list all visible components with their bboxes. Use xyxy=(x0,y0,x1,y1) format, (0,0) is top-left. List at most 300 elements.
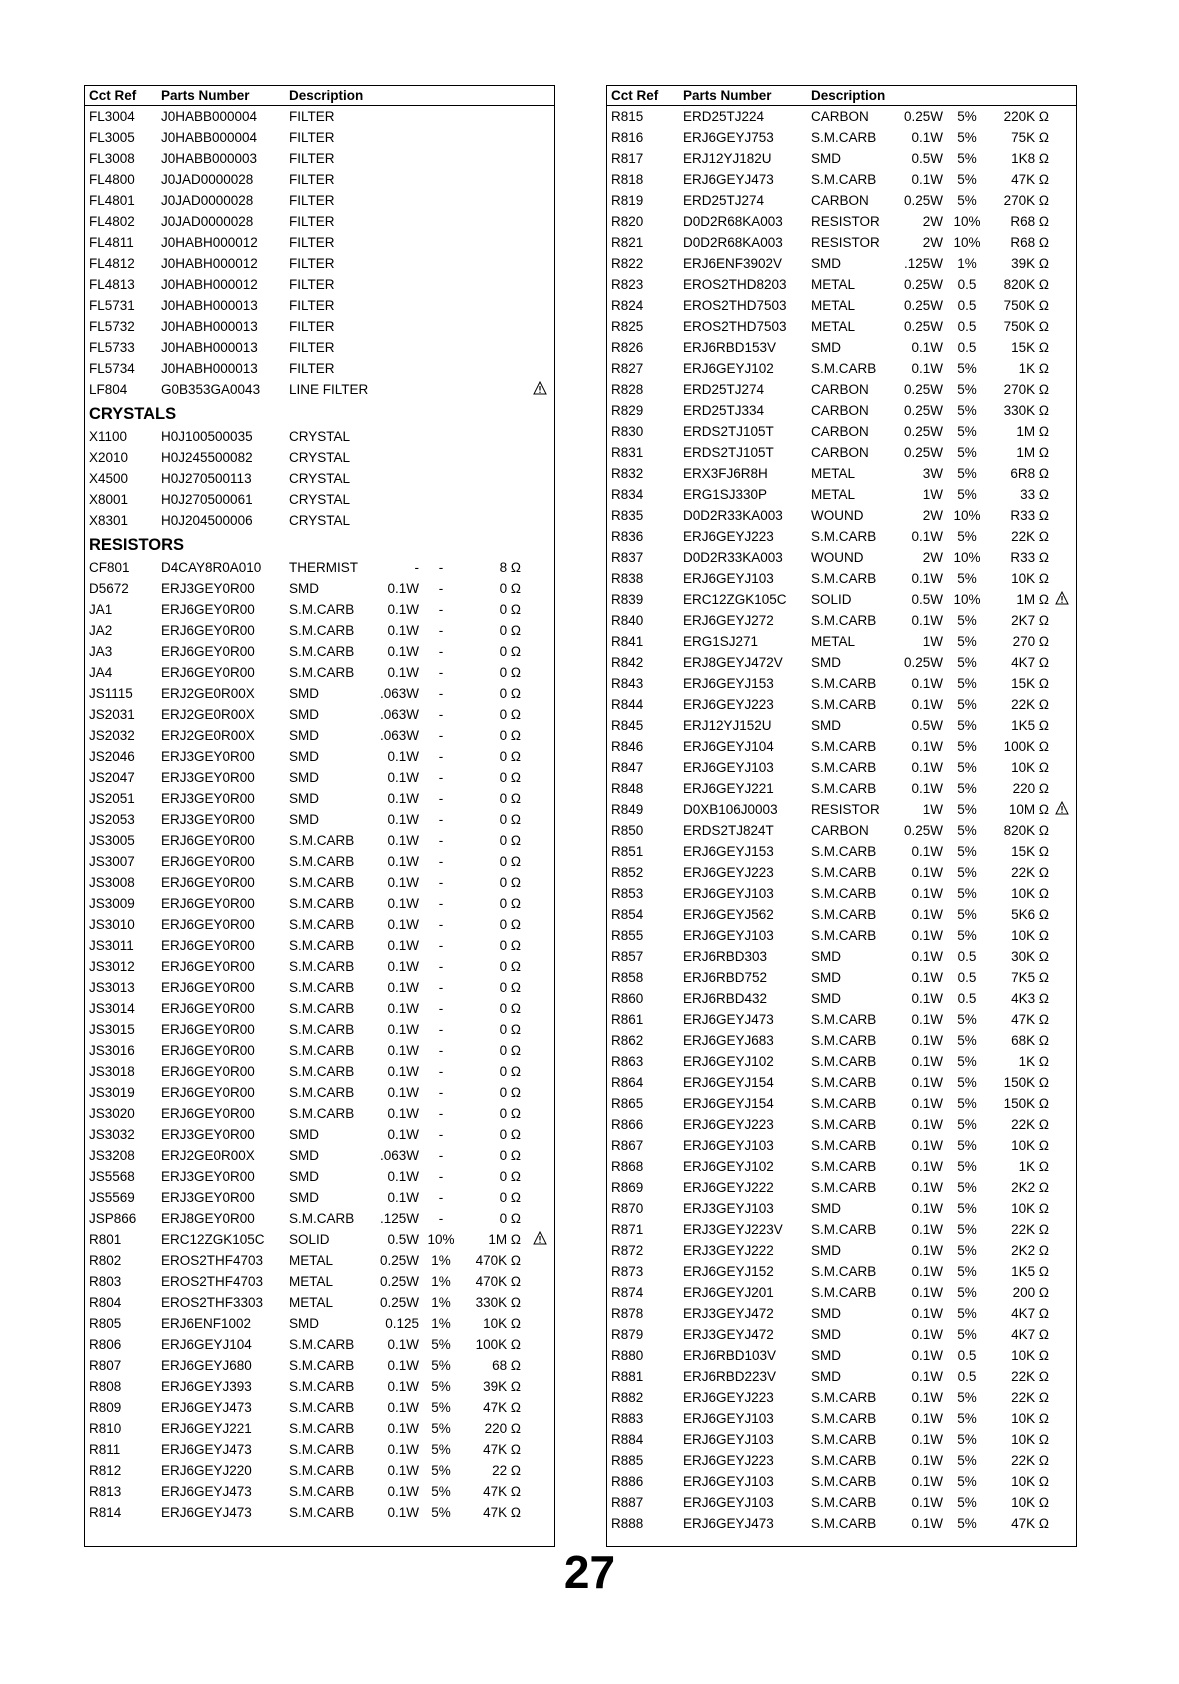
cell-tolerance: 5% xyxy=(957,718,977,733)
cell-description: S.M.CARB xyxy=(811,613,877,628)
cell-tolerance: 0.5 xyxy=(957,340,977,355)
cell-description: S.M.CARB xyxy=(811,1264,877,1279)
cell-cct-ref: R831 xyxy=(611,445,644,460)
cell-cct-ref: R872 xyxy=(611,1243,644,1258)
cell-description: S.M.CARB xyxy=(289,1463,355,1478)
table-row xyxy=(607,232,1076,253)
cell-value: R68 Ω xyxy=(1010,235,1049,250)
cell-description: S.M.CARB xyxy=(811,1516,877,1531)
table-row xyxy=(85,190,554,211)
cell-value: 0 Ω xyxy=(499,581,521,596)
cell-tolerance: - xyxy=(438,833,444,848)
cell-tolerance: 5% xyxy=(957,907,977,922)
table-row xyxy=(607,1009,1076,1030)
cell-description: S.M.CARB xyxy=(811,1180,877,1195)
cell-cct-ref: JS2053 xyxy=(89,812,135,827)
cell-parts-number: D0D2R33KA003 xyxy=(683,508,783,523)
table-row xyxy=(607,1366,1076,1387)
cell-wattage: 0.1W xyxy=(911,676,943,691)
cell-cct-ref: R825 xyxy=(611,319,644,334)
cell-cct-ref: R815 xyxy=(611,109,644,124)
cell-tolerance: 1% xyxy=(431,1274,451,1289)
cell-wattage: 0.1W xyxy=(387,1190,419,1205)
cell-value: 4K3 Ω xyxy=(1011,991,1049,1006)
cell-description: SMD xyxy=(289,1127,319,1142)
cell-cct-ref: JA3 xyxy=(89,644,113,659)
cell-value: 0 Ω xyxy=(499,875,521,890)
cell-wattage: 1W xyxy=(922,802,943,817)
table-row xyxy=(85,1250,554,1271)
cell-parts-number: ERJ6GEYJ473 xyxy=(161,1484,252,1499)
cell-value: 0 Ω xyxy=(499,1085,521,1100)
table-row xyxy=(85,704,554,725)
cell-tolerance: 5% xyxy=(957,487,977,502)
cell-description: S.M.CARB xyxy=(289,1484,355,1499)
cell-value: 39K Ω xyxy=(483,1379,521,1394)
cell-value: 330K Ω xyxy=(475,1295,521,1310)
cell-wattage: .063W xyxy=(379,728,419,743)
cell-cct-ref: R866 xyxy=(611,1117,644,1132)
cell-cct-ref: FL4813 xyxy=(89,277,135,292)
cell-wattage: 0.1W xyxy=(387,812,419,827)
cell-description: LINE FILTER xyxy=(289,382,369,397)
cell-parts-number: ERJ6GEYJ103 xyxy=(683,571,774,586)
table-row xyxy=(85,767,554,788)
cell-parts-number: J0JAD0000028 xyxy=(161,172,254,187)
cell-tolerance: 5% xyxy=(957,1117,977,1132)
cell-wattage: 0.1W xyxy=(387,959,419,974)
cell-wattage: 0.5W xyxy=(911,592,943,607)
cell-parts-number: ERJ6GEY0R00 xyxy=(161,833,255,848)
cell-description: S.M.CARB xyxy=(811,1453,877,1468)
table-row xyxy=(607,547,1076,568)
cell-value: 10K Ω xyxy=(1011,886,1049,901)
cell-value: 220 Ω xyxy=(484,1421,521,1436)
cell-value: 10K Ω xyxy=(1011,571,1049,586)
cell-tolerance: - xyxy=(438,602,444,617)
header-description: Description xyxy=(811,88,886,103)
cell-parts-number: ERJ3GEY0R00 xyxy=(161,1190,255,1205)
cell-wattage: 0.1W xyxy=(387,1400,419,1415)
cell-cct-ref: R880 xyxy=(611,1348,644,1363)
cell-cct-ref: R847 xyxy=(611,760,644,775)
cell-cct-ref: R849 xyxy=(611,802,644,817)
table-row xyxy=(85,1166,554,1187)
cell-parts-number: ERJ6GEYJ223 xyxy=(683,529,774,544)
cell-value: 4K7 Ω xyxy=(1011,655,1049,670)
cell-parts-number: ERJ6GEYJ103 xyxy=(683,1138,774,1153)
cell-cct-ref: JA4 xyxy=(89,665,113,680)
cell-parts-number: ERJ6GEYJ103 xyxy=(683,1474,774,1489)
cell-parts-number: D0D2R33KA003 xyxy=(683,550,783,565)
cell-value: 0 Ω xyxy=(499,1064,521,1079)
cell-cct-ref: JS3018 xyxy=(89,1064,135,1079)
cell-description: SMD xyxy=(289,812,319,827)
cell-value: 1K5 Ω xyxy=(1011,1264,1049,1279)
cell-wattage: 0.1W xyxy=(387,1442,419,1457)
cell-value: 0 Ω xyxy=(499,644,521,659)
cell-tolerance: - xyxy=(438,686,444,701)
cell-wattage: - xyxy=(414,560,419,575)
cell-parts-number: D0D2R68KA003 xyxy=(683,235,783,250)
cell-parts-number: ERJ6GEY0R00 xyxy=(161,665,255,680)
table-row xyxy=(607,1450,1076,1471)
cell-wattage: 0.1W xyxy=(911,1243,943,1258)
cell-wattage: 0.1W xyxy=(911,1138,943,1153)
cell-parts-number: ERJ6GEY0R00 xyxy=(161,1001,255,1016)
cell-tolerance: 10% xyxy=(953,235,981,250)
cell-value: 10M Ω xyxy=(1008,802,1049,817)
cell-parts-number: H0J100500035 xyxy=(161,429,253,444)
table-row xyxy=(607,589,1076,610)
table-row xyxy=(607,1471,1076,1492)
cell-wattage: 0.1W xyxy=(911,613,943,628)
cell-parts-number: ERJ3GEY0R00 xyxy=(161,1127,255,1142)
cell-tolerance: - xyxy=(438,959,444,974)
cell-tolerance: 5% xyxy=(957,1264,977,1279)
cell-value: 330K Ω xyxy=(1003,403,1049,418)
table-row xyxy=(607,1093,1076,1114)
cell-description: METAL xyxy=(289,1295,334,1310)
cell-description: FILTER xyxy=(289,319,335,334)
table-row xyxy=(85,253,554,274)
table-row xyxy=(607,421,1076,442)
cell-value: 0 Ω xyxy=(499,728,521,743)
cell-wattage: 0.1W xyxy=(911,571,943,586)
cell-tolerance: 5% xyxy=(957,1453,977,1468)
cell-parts-number: ERJ6GEY0R00 xyxy=(161,602,255,617)
cell-wattage: 0.1W xyxy=(911,907,943,922)
cell-cct-ref: R842 xyxy=(611,655,644,670)
cell-description: SMD xyxy=(289,686,319,701)
cell-cct-ref: R832 xyxy=(611,466,644,481)
table-row xyxy=(85,998,554,1019)
cell-wattage: 0.1W xyxy=(387,1169,419,1184)
table-row xyxy=(607,148,1076,169)
cell-tolerance: 5% xyxy=(957,1138,977,1153)
cell-value: 0 Ω xyxy=(499,1127,521,1142)
cell-description: S.M.CARB xyxy=(289,833,355,848)
table-row xyxy=(85,830,554,851)
cell-parts-number: ERJ6GEYJ223 xyxy=(683,1390,774,1405)
cell-cct-ref: R869 xyxy=(611,1180,644,1195)
cell-parts-number: D0D2R68KA003 xyxy=(683,214,783,229)
cell-parts-number: ERJ2GE0R00X xyxy=(161,728,255,743)
cell-description: SMD xyxy=(289,1169,319,1184)
cell-parts-number: ERD25TJ334 xyxy=(683,403,765,418)
cell-description: S.M.CARB xyxy=(289,644,355,659)
cell-cct-ref: R801 xyxy=(89,1232,122,1247)
cell-parts-number: ERJ6GEY0R00 xyxy=(161,896,255,911)
cell-description: SMD xyxy=(811,1369,841,1384)
cell-description: CRYSTAL xyxy=(289,492,351,507)
cell-parts-number: EROS2THD8203 xyxy=(683,277,787,292)
cell-value: 7K5 Ω xyxy=(1011,970,1049,985)
cell-description: WOUND xyxy=(811,508,864,523)
cell-tolerance: 5% xyxy=(957,655,977,670)
cell-tolerance: 5% xyxy=(957,1033,977,1048)
cell-parts-number: ERG1SJ271 xyxy=(683,634,759,649)
cell-cct-ref: JS3020 xyxy=(89,1106,135,1121)
cell-parts-number: ERJ6GEYJ220 xyxy=(161,1463,252,1478)
cell-parts-number: ERJ6GEYJ680 xyxy=(161,1358,252,1373)
cell-cct-ref: JA2 xyxy=(89,623,113,638)
cell-parts-number: ERJ6GEYJ154 xyxy=(683,1096,774,1111)
cell-description: S.M.CARB xyxy=(811,1222,877,1237)
cell-parts-number: ERJ6RBD153V xyxy=(683,340,777,355)
cell-parts-number: ERJ3GEYJ472 xyxy=(683,1327,774,1342)
cell-value: 10K Ω xyxy=(1011,1201,1049,1216)
cell-cct-ref: R810 xyxy=(89,1421,122,1436)
cell-parts-number: ERJ6RBD223V xyxy=(683,1369,777,1384)
cell-parts-number: ERJ6GEY0R00 xyxy=(161,1106,255,1121)
cell-description: S.M.CARB xyxy=(289,1358,355,1373)
cell-description: SMD xyxy=(811,151,841,166)
cell-value: 0 Ω xyxy=(499,602,521,617)
cell-tolerance: 5% xyxy=(957,781,977,796)
cell-wattage: 0.5W xyxy=(911,718,943,733)
cell-cct-ref: R809 xyxy=(89,1400,122,1415)
cell-value: 2K2 Ω xyxy=(1011,1180,1049,1195)
cell-cct-ref: R871 xyxy=(611,1222,644,1237)
cell-description: S.M.CARB xyxy=(289,623,355,638)
cell-cct-ref: R870 xyxy=(611,1201,644,1216)
table-row xyxy=(85,1103,554,1124)
cell-description: S.M.CARB xyxy=(289,959,355,974)
cell-value: 270K Ω xyxy=(1003,382,1049,397)
table-row xyxy=(85,935,554,956)
cell-tolerance: 0.5 xyxy=(957,949,977,964)
table-row xyxy=(607,1303,1076,1324)
cell-value: 270K Ω xyxy=(1003,193,1049,208)
table-row xyxy=(85,1292,554,1313)
table-row xyxy=(85,1502,554,1523)
cell-description: CARBON xyxy=(811,382,869,397)
table-row xyxy=(85,725,554,746)
cell-parts-number: ERJ6GEYJ104 xyxy=(683,739,774,754)
cell-wattage: 0.1W xyxy=(387,1379,419,1394)
table-row xyxy=(607,169,1076,190)
table-row xyxy=(607,820,1076,841)
cell-tolerance: - xyxy=(438,980,444,995)
cell-tolerance: - xyxy=(438,1148,444,1163)
cell-parts-number: ERJ8GEY0R00 xyxy=(161,1211,255,1226)
cell-parts-number: ERD25TJ224 xyxy=(683,109,765,124)
cell-cct-ref: FL5733 xyxy=(89,340,135,355)
cell-parts-number: ERJ6GEY0R00 xyxy=(161,917,255,932)
cell-description: SMD xyxy=(811,256,841,271)
cell-cct-ref: R841 xyxy=(611,634,644,649)
cell-parts-number: ERJ6RBD103V xyxy=(683,1348,777,1363)
cell-cct-ref: JS3010 xyxy=(89,917,135,932)
table-row xyxy=(607,1513,1076,1534)
table-row xyxy=(607,757,1076,778)
table-row xyxy=(85,1460,554,1481)
cell-description: S.M.CARB xyxy=(811,529,877,544)
cell-parts-number: ERJ3GEYJ222 xyxy=(683,1243,774,1258)
cell-wattage: 0.1W xyxy=(911,1180,943,1195)
cell-description: FILTER xyxy=(289,298,335,313)
cell-wattage: 0.1W xyxy=(911,1327,943,1342)
cell-description: SMD xyxy=(289,728,319,743)
cell-cct-ref: R885 xyxy=(611,1453,644,1468)
cell-tolerance: - xyxy=(438,581,444,596)
cell-description: S.M.CARB xyxy=(289,938,355,953)
cell-tolerance: 5% xyxy=(957,172,977,187)
cell-parts-number: ERJ6GEY0R00 xyxy=(161,980,255,995)
cell-value: 1K Ω xyxy=(1018,1159,1049,1174)
cell-description: SMD xyxy=(811,1201,841,1216)
cell-wattage: 0.1W xyxy=(911,1075,943,1090)
cell-value: 1M Ω xyxy=(1016,445,1049,460)
table-row xyxy=(607,799,1076,820)
cell-cct-ref: R837 xyxy=(611,550,644,565)
cell-description: S.M.CARB xyxy=(811,739,877,754)
cell-tolerance: 5% xyxy=(957,1201,977,1216)
table-row xyxy=(607,190,1076,211)
table-row xyxy=(85,1334,554,1355)
table-row xyxy=(607,568,1076,589)
cell-wattage: 0.1W xyxy=(911,886,943,901)
cell-value: 0 Ω xyxy=(499,980,521,995)
table-row xyxy=(85,358,554,379)
table-row xyxy=(607,1030,1076,1051)
cell-tolerance: 0.5 xyxy=(957,1348,977,1363)
table-row xyxy=(85,788,554,809)
cell-wattage: 0.25W xyxy=(903,403,943,418)
cell-tolerance: 5% xyxy=(957,445,977,460)
cell-value: 750K Ω xyxy=(1003,319,1049,334)
cell-cct-ref: R802 xyxy=(89,1253,122,1268)
cell-tolerance: 0.5 xyxy=(957,970,977,985)
cell-value: 10K Ω xyxy=(1011,1474,1049,1489)
cell-cct-ref: JS2031 xyxy=(89,707,135,722)
table-row xyxy=(607,526,1076,547)
cell-cct-ref: R839 xyxy=(611,592,644,607)
cell-cct-ref: R826 xyxy=(611,340,644,355)
cell-cct-ref: R886 xyxy=(611,1474,644,1489)
table-row xyxy=(85,337,554,358)
table-row xyxy=(85,578,554,599)
cell-parts-number: ERX3FJ6R8H xyxy=(683,466,768,481)
table-row xyxy=(85,1040,554,1061)
cell-tolerance: 10% xyxy=(953,214,981,229)
cell-description: METAL xyxy=(811,487,856,502)
cell-value: 1K Ω xyxy=(1018,1054,1049,1069)
cell-value: 22K Ω xyxy=(1011,865,1049,880)
cell-parts-number: ERJ6GEYJ683 xyxy=(683,1033,774,1048)
cell-parts-number: ERJ6GEYJ223 xyxy=(683,1453,774,1468)
cell-cct-ref: R836 xyxy=(611,529,644,544)
cell-parts-number: ERJ6ENF1002 xyxy=(161,1316,252,1331)
cell-value: 22K Ω xyxy=(1011,529,1049,544)
table-row xyxy=(85,169,554,190)
cell-wattage: 0.1W xyxy=(911,1096,943,1111)
cell-description: CRYSTAL xyxy=(289,471,351,486)
cell-cct-ref: JSP866 xyxy=(89,1211,137,1226)
cell-wattage: 0.1W xyxy=(911,991,943,1006)
cell-wattage: 0.1W xyxy=(387,791,419,806)
cell-cct-ref: X1100 xyxy=(89,429,128,444)
cell-wattage: 0.1W xyxy=(911,1411,943,1426)
cell-parts-number: ERJ6GEYJ393 xyxy=(161,1379,252,1394)
cell-tolerance: 5% xyxy=(957,1222,977,1237)
cell-parts-number: ERJ6GEYJ223 xyxy=(683,865,774,880)
cell-description: S.M.CARB xyxy=(289,980,355,995)
cell-description: S.M.CARB xyxy=(811,1033,877,1048)
cell-cct-ref: FL4801 xyxy=(89,193,135,208)
cell-cct-ref: R873 xyxy=(611,1264,644,1279)
cell-cct-ref: R818 xyxy=(611,172,644,187)
cell-value: 0 Ω xyxy=(499,1148,521,1163)
cell-wattage: 0.1W xyxy=(387,1085,419,1100)
cell-parts-number: ERJ3GEYJ472 xyxy=(683,1306,774,1321)
cell-cct-ref: JS5569 xyxy=(89,1190,135,1205)
cell-wattage: 0.1W xyxy=(387,1337,419,1352)
table-row xyxy=(607,841,1076,862)
cell-description: SOLID xyxy=(289,1232,330,1247)
cell-parts-number: ERJ6GEY0R00 xyxy=(161,1064,255,1079)
cell-parts-number: ERJ3GEY0R00 xyxy=(161,812,255,827)
cell-parts-number: ERJ6GEYJ102 xyxy=(683,1054,774,1069)
cell-cct-ref: R855 xyxy=(611,928,644,943)
cell-wattage: 0.1W xyxy=(387,1064,419,1079)
cell-description: S.M.CARB xyxy=(289,602,355,617)
table-row xyxy=(85,1229,554,1250)
cell-cct-ref: R824 xyxy=(611,298,644,313)
cell-tolerance: 5% xyxy=(957,1327,977,1342)
cell-description: S.M.CARB xyxy=(289,1442,355,1457)
cell-tolerance: 5% xyxy=(957,1411,977,1426)
table-row xyxy=(607,652,1076,673)
cell-description: SMD xyxy=(289,1148,319,1163)
table-row xyxy=(85,1313,554,1334)
cell-parts-number: EROS2THF4703 xyxy=(161,1253,264,1268)
cell-wattage: 0.1W xyxy=(911,1474,943,1489)
table-row xyxy=(607,673,1076,694)
cell-description: S.M.CARB xyxy=(289,1421,355,1436)
cell-value: 47K Ω xyxy=(483,1442,521,1457)
cell-description: S.M.CARB xyxy=(289,1064,355,1079)
cell-tolerance: 5% xyxy=(431,1442,451,1457)
table-row xyxy=(607,1387,1076,1408)
table-row xyxy=(607,1240,1076,1261)
section-title: RESISTORS xyxy=(89,536,185,554)
cell-tolerance: - xyxy=(438,623,444,638)
cell-description: S.M.CARB xyxy=(289,917,355,932)
cell-value: R68 Ω xyxy=(1010,214,1049,229)
cell-tolerance: - xyxy=(438,854,444,869)
cell-parts-number: ERJ6GEY0R00 xyxy=(161,938,255,953)
cell-parts-number: ERJ3GEY0R00 xyxy=(161,581,255,596)
cell-value: 4K7 Ω xyxy=(1011,1306,1049,1321)
cell-description: METAL xyxy=(811,319,856,334)
cell-tolerance: - xyxy=(438,1085,444,1100)
cell-value: 10K Ω xyxy=(1011,1138,1049,1153)
table-row xyxy=(85,893,554,914)
cell-description: S.M.CARB xyxy=(289,1085,355,1100)
cell-description: SMD xyxy=(811,655,841,670)
cell-tolerance: 10% xyxy=(953,592,981,607)
table-row xyxy=(607,778,1076,799)
cell-parts-number: J0HABH000013 xyxy=(161,298,258,313)
cell-wattage: 0.1W xyxy=(387,1463,419,1478)
cell-description: SMD xyxy=(289,707,319,722)
cell-cct-ref: JS2047 xyxy=(89,770,135,785)
table-row xyxy=(85,274,554,295)
cell-description: FILTER xyxy=(289,130,335,145)
cell-parts-number: ERJ6GEYJ272 xyxy=(683,613,774,628)
